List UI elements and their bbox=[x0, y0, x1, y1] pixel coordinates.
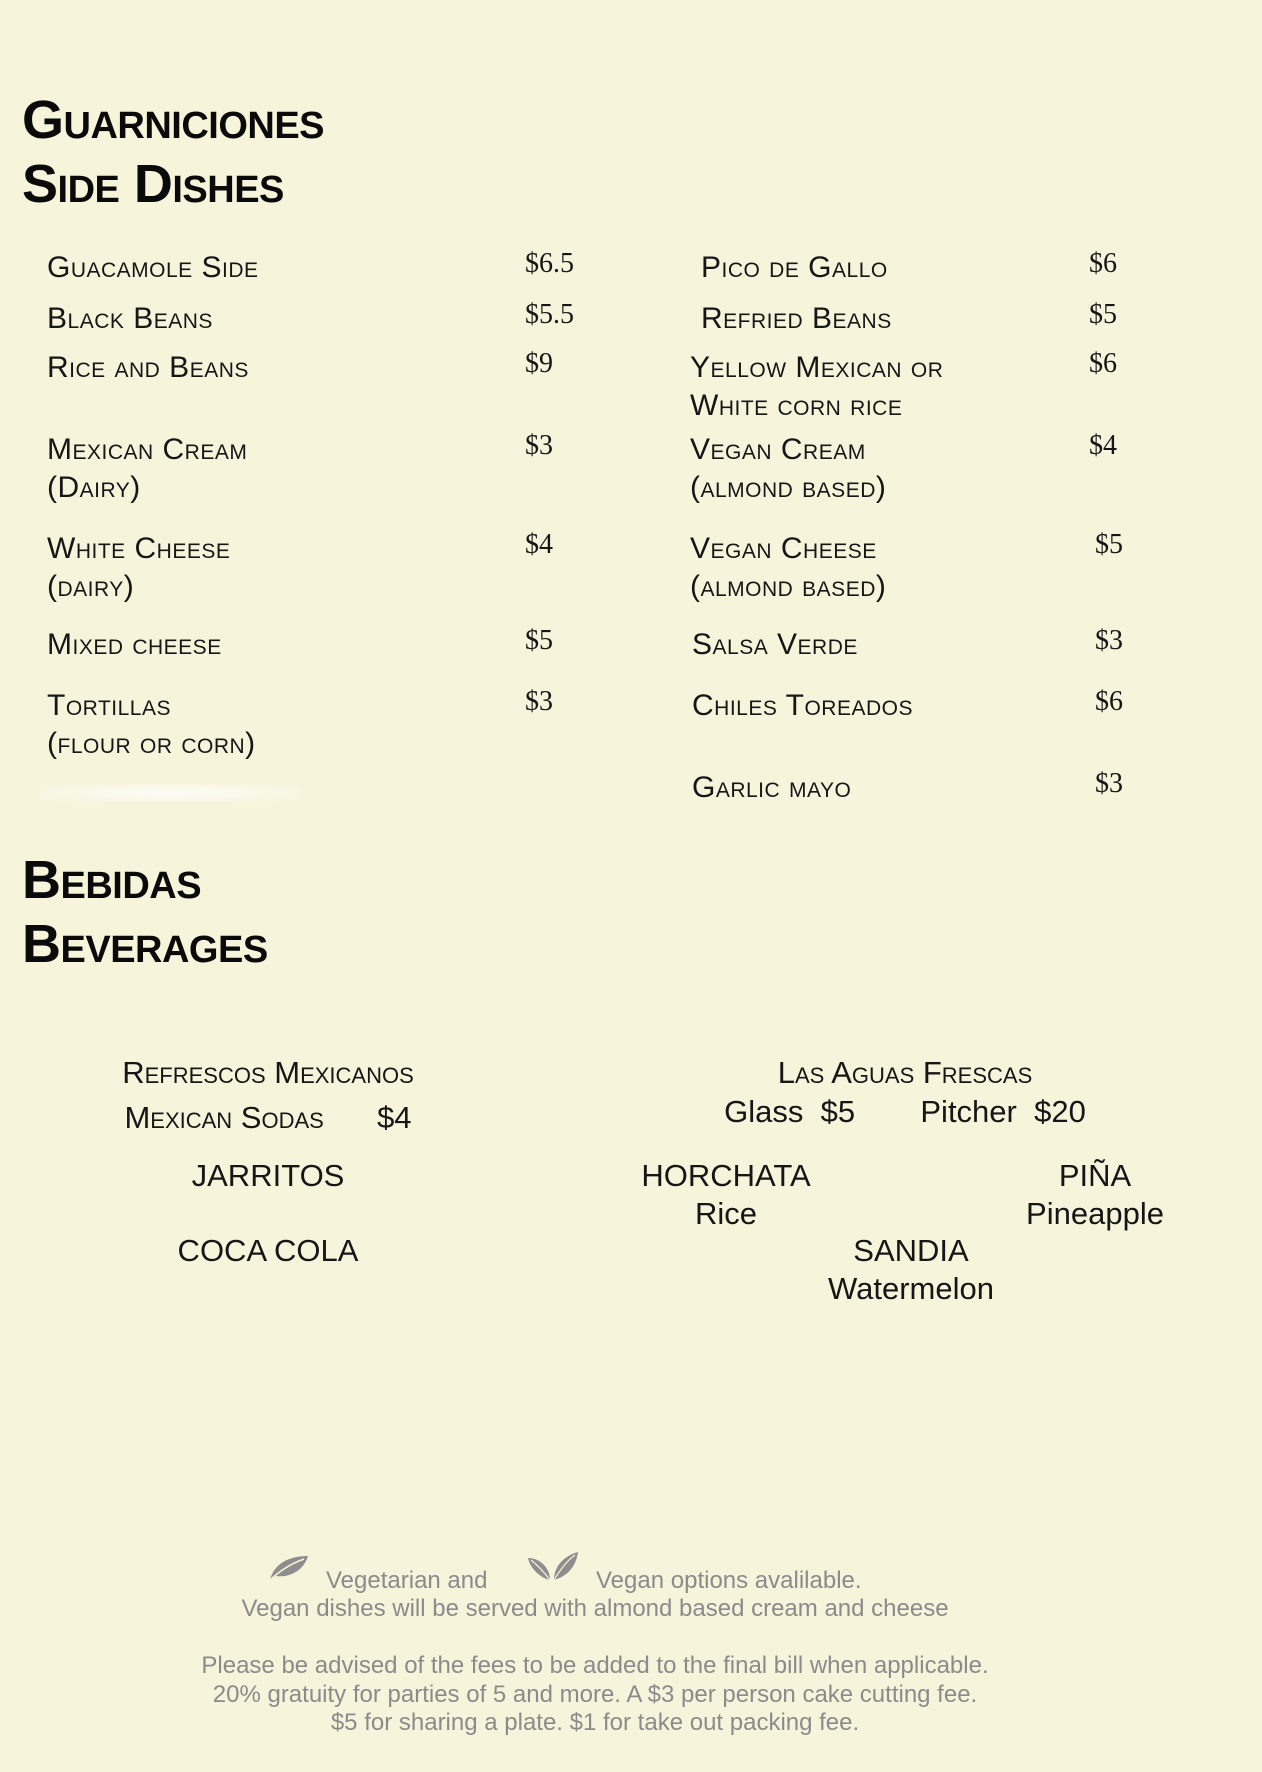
side-item-note: (Dairy) bbox=[47, 471, 141, 504]
side-item-price: $4 bbox=[1089, 430, 1117, 461]
side-item-name: Chiles Toreados bbox=[692, 689, 913, 722]
side-item-price: $5 bbox=[1089, 299, 1117, 330]
sides-heading-es: Guarniciones bbox=[22, 90, 325, 150]
agua-item-es: HORCHATA bbox=[641, 1158, 811, 1193]
pitcher-price: $20 bbox=[1034, 1094, 1086, 1129]
soda-item: JARRITOS bbox=[191, 1158, 345, 1193]
side-item-price: $6 bbox=[1095, 686, 1123, 717]
side-item-price: $3 bbox=[525, 686, 553, 717]
side-item-price: $5.5 bbox=[525, 299, 574, 330]
side-item-note: White corn rice bbox=[690, 389, 903, 422]
fees-line: $5 for sharing a plate. $1 for take out packing fee. bbox=[330, 1709, 860, 1736]
side-item-price: $5 bbox=[1095, 529, 1123, 560]
side-item-name: Mexican Cream bbox=[47, 433, 248, 466]
agua-item-en: Watermelon bbox=[828, 1271, 994, 1306]
legend-vegan: Vegan options avalilable. bbox=[596, 1567, 862, 1594]
side-item-name: Vegan Cheese bbox=[690, 532, 877, 565]
aguas-prices-row bbox=[724, 1093, 1086, 1131]
fees-line: 20% gratuity for parties of 5 and more. A $3 per person cake cutting fee. bbox=[212, 1681, 978, 1708]
side-item-name: Rice and Beans bbox=[47, 351, 249, 384]
sodas-price: $4 bbox=[377, 1100, 412, 1135]
vegetarian-leaf-icon bbox=[266, 1552, 312, 1584]
agua-item-es: SANDIA bbox=[853, 1233, 969, 1268]
agua-item-es: PIÑA bbox=[1058, 1158, 1132, 1193]
side-item-name: Garlic mayo bbox=[692, 771, 852, 804]
vegan-leaf-icon bbox=[526, 1550, 580, 1584]
beverages-heading bbox=[22, 848, 268, 976]
side-item-note: (flour or corn) bbox=[47, 727, 256, 760]
agua-item-en: Rice bbox=[694, 1196, 758, 1231]
side-item-price: $5 bbox=[525, 625, 553, 656]
agua-item-en: Pineapple bbox=[1026, 1196, 1164, 1231]
vegan-note: Vegan dishes will be served with almond based cream and cheese bbox=[241, 1595, 949, 1622]
pitcher-label: Pitcher bbox=[920, 1094, 1017, 1129]
side-item-note: (dairy) bbox=[47, 570, 135, 603]
side-item-price: $9 bbox=[525, 348, 553, 379]
sodas-title-es: Refrescos Mexicanos bbox=[122, 1055, 414, 1090]
legend-vegetarian: Vegetarian and bbox=[326, 1567, 488, 1594]
side-item-price: $6 bbox=[1089, 248, 1117, 279]
sodas-title-en-row bbox=[124, 1099, 411, 1137]
side-item-price: $3 bbox=[1095, 768, 1123, 799]
glass-price: $5 bbox=[820, 1094, 856, 1129]
sodas-title-en: Mexican Sodas bbox=[124, 1100, 324, 1135]
side-item-price: $3 bbox=[525, 430, 553, 461]
aguas-title: Las Aguas Frescas bbox=[777, 1055, 1033, 1090]
beverages-heading-en: Beverages bbox=[22, 914, 268, 974]
side-item-price: $6 bbox=[1089, 348, 1117, 379]
sides-heading-en: Side Dishes bbox=[22, 154, 284, 214]
side-item-note: (almond based) bbox=[690, 570, 887, 603]
glass-label: Glass bbox=[724, 1094, 804, 1129]
side-item-name: Vegan Cream bbox=[690, 433, 866, 466]
side-item-name: Tortillas bbox=[47, 689, 171, 722]
side-item-name: Refried Beans bbox=[701, 302, 892, 335]
side-item-price: $6.5 bbox=[525, 248, 574, 279]
side-item-name: Salsa Verde bbox=[692, 628, 858, 661]
smudge bbox=[40, 784, 300, 802]
fees-line: Please be advised of the fees to be added to the final bill when applicable. bbox=[201, 1652, 989, 1679]
sides-heading bbox=[22, 88, 324, 216]
side-item-name: Guacamole Side bbox=[47, 251, 259, 284]
side-item-note: (almond based) bbox=[690, 471, 887, 504]
side-item-name: Black Beans bbox=[47, 302, 213, 335]
side-item-name: Mixed cheese bbox=[47, 628, 222, 661]
side-item-name: Yellow Mexican or bbox=[690, 351, 944, 384]
side-item-name: White Cheese bbox=[47, 532, 231, 565]
side-item-price: $3 bbox=[1095, 625, 1123, 656]
side-item-name: Pico de Gallo bbox=[701, 251, 888, 284]
beverages-heading-es: Bebidas bbox=[22, 850, 202, 910]
side-item-price: $4 bbox=[525, 529, 553, 560]
soda-item: COCA COLA bbox=[177, 1233, 359, 1268]
